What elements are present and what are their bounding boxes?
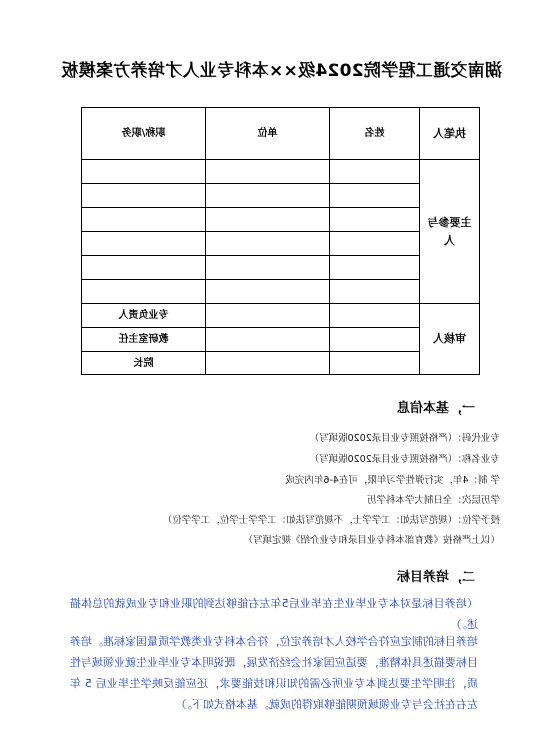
role-major-head: 专业负责人: [82, 304, 206, 328]
author-label: 执笔人: [420, 108, 480, 160]
cell: [206, 184, 330, 208]
info-line: 专业名称：（严格按照专业目录2020版填写）: [309, 454, 500, 465]
cell: [330, 328, 420, 352]
document-title: 湖南交通工程学院2024级××本科专业人才培养方案模板: [61, 61, 502, 81]
header-unit: 单位: [206, 108, 330, 160]
role-dean: 院长: [82, 352, 206, 375]
header-name: 姓名: [330, 108, 420, 160]
table-row: [82, 108, 480, 160]
cell: [206, 256, 330, 280]
cell: [330, 256, 420, 280]
cell: [206, 232, 330, 256]
cell: [330, 184, 420, 208]
info-line: 学 制：4年，实行弹性学习年限，可在4-6年内完成: [285, 475, 500, 486]
cell: [330, 280, 420, 304]
cell: [206, 352, 330, 375]
header-title: 职称/职务: [82, 108, 206, 160]
cell: [330, 208, 420, 232]
goal-paragraph-1: （培养目标是对本专业毕业生在毕业后5年左右能够达到的职业和专业成就的总体描述。）: [70, 597, 478, 631]
section2-heading: 二，培养目标: [396, 570, 475, 585]
info-line: （以上严格按《教育部本科专业目录和专业介绍》规定填写）: [243, 535, 500, 546]
cell: [330, 352, 420, 375]
cell: [82, 232, 206, 256]
cell: [82, 208, 206, 232]
table-row: [82, 160, 480, 184]
cell: [330, 160, 420, 184]
cell: [82, 280, 206, 304]
author-table: [81, 107, 480, 375]
table-row: [82, 304, 480, 328]
cell: [206, 280, 330, 304]
info-line: 专业代码：（严格按照专业目录2020版填写）: [309, 433, 500, 444]
cell: [206, 208, 330, 232]
role-office-director: 教研室主任: [82, 328, 206, 352]
goal-paragraph-2: 培养目标的制定应符合学校人才培养定位，符合本科专业类教学质量国家标准。培养目标要描述具体精准，要适应国家社会经济发展，既说明本专业毕业生就业领域与性质，注明学生要达到本专业所必需的知识和技能要求，还应能反映学生毕业后 5 年左右在社会与专业领域预期能够取得的成就。基本格式如下。）: [70, 635, 478, 711]
section1-heading: 一，基本信息: [396, 401, 475, 416]
info-line: 授予学位：（规范写法如：工学学士，不规范写法如：工学学士学位，工学学位）: [162, 515, 500, 526]
cell: [82, 184, 206, 208]
cell: [206, 328, 330, 352]
cell: [330, 232, 420, 256]
cell: [82, 256, 206, 280]
info-line: 学历层次：全日制大学本科学历: [366, 495, 500, 506]
cell: [82, 160, 206, 184]
cell: [206, 160, 330, 184]
cell: [330, 304, 420, 328]
reviewer-label: 审核人: [420, 304, 480, 375]
cell: [206, 304, 330, 328]
participants-label: 主要参与 人: [420, 160, 480, 304]
